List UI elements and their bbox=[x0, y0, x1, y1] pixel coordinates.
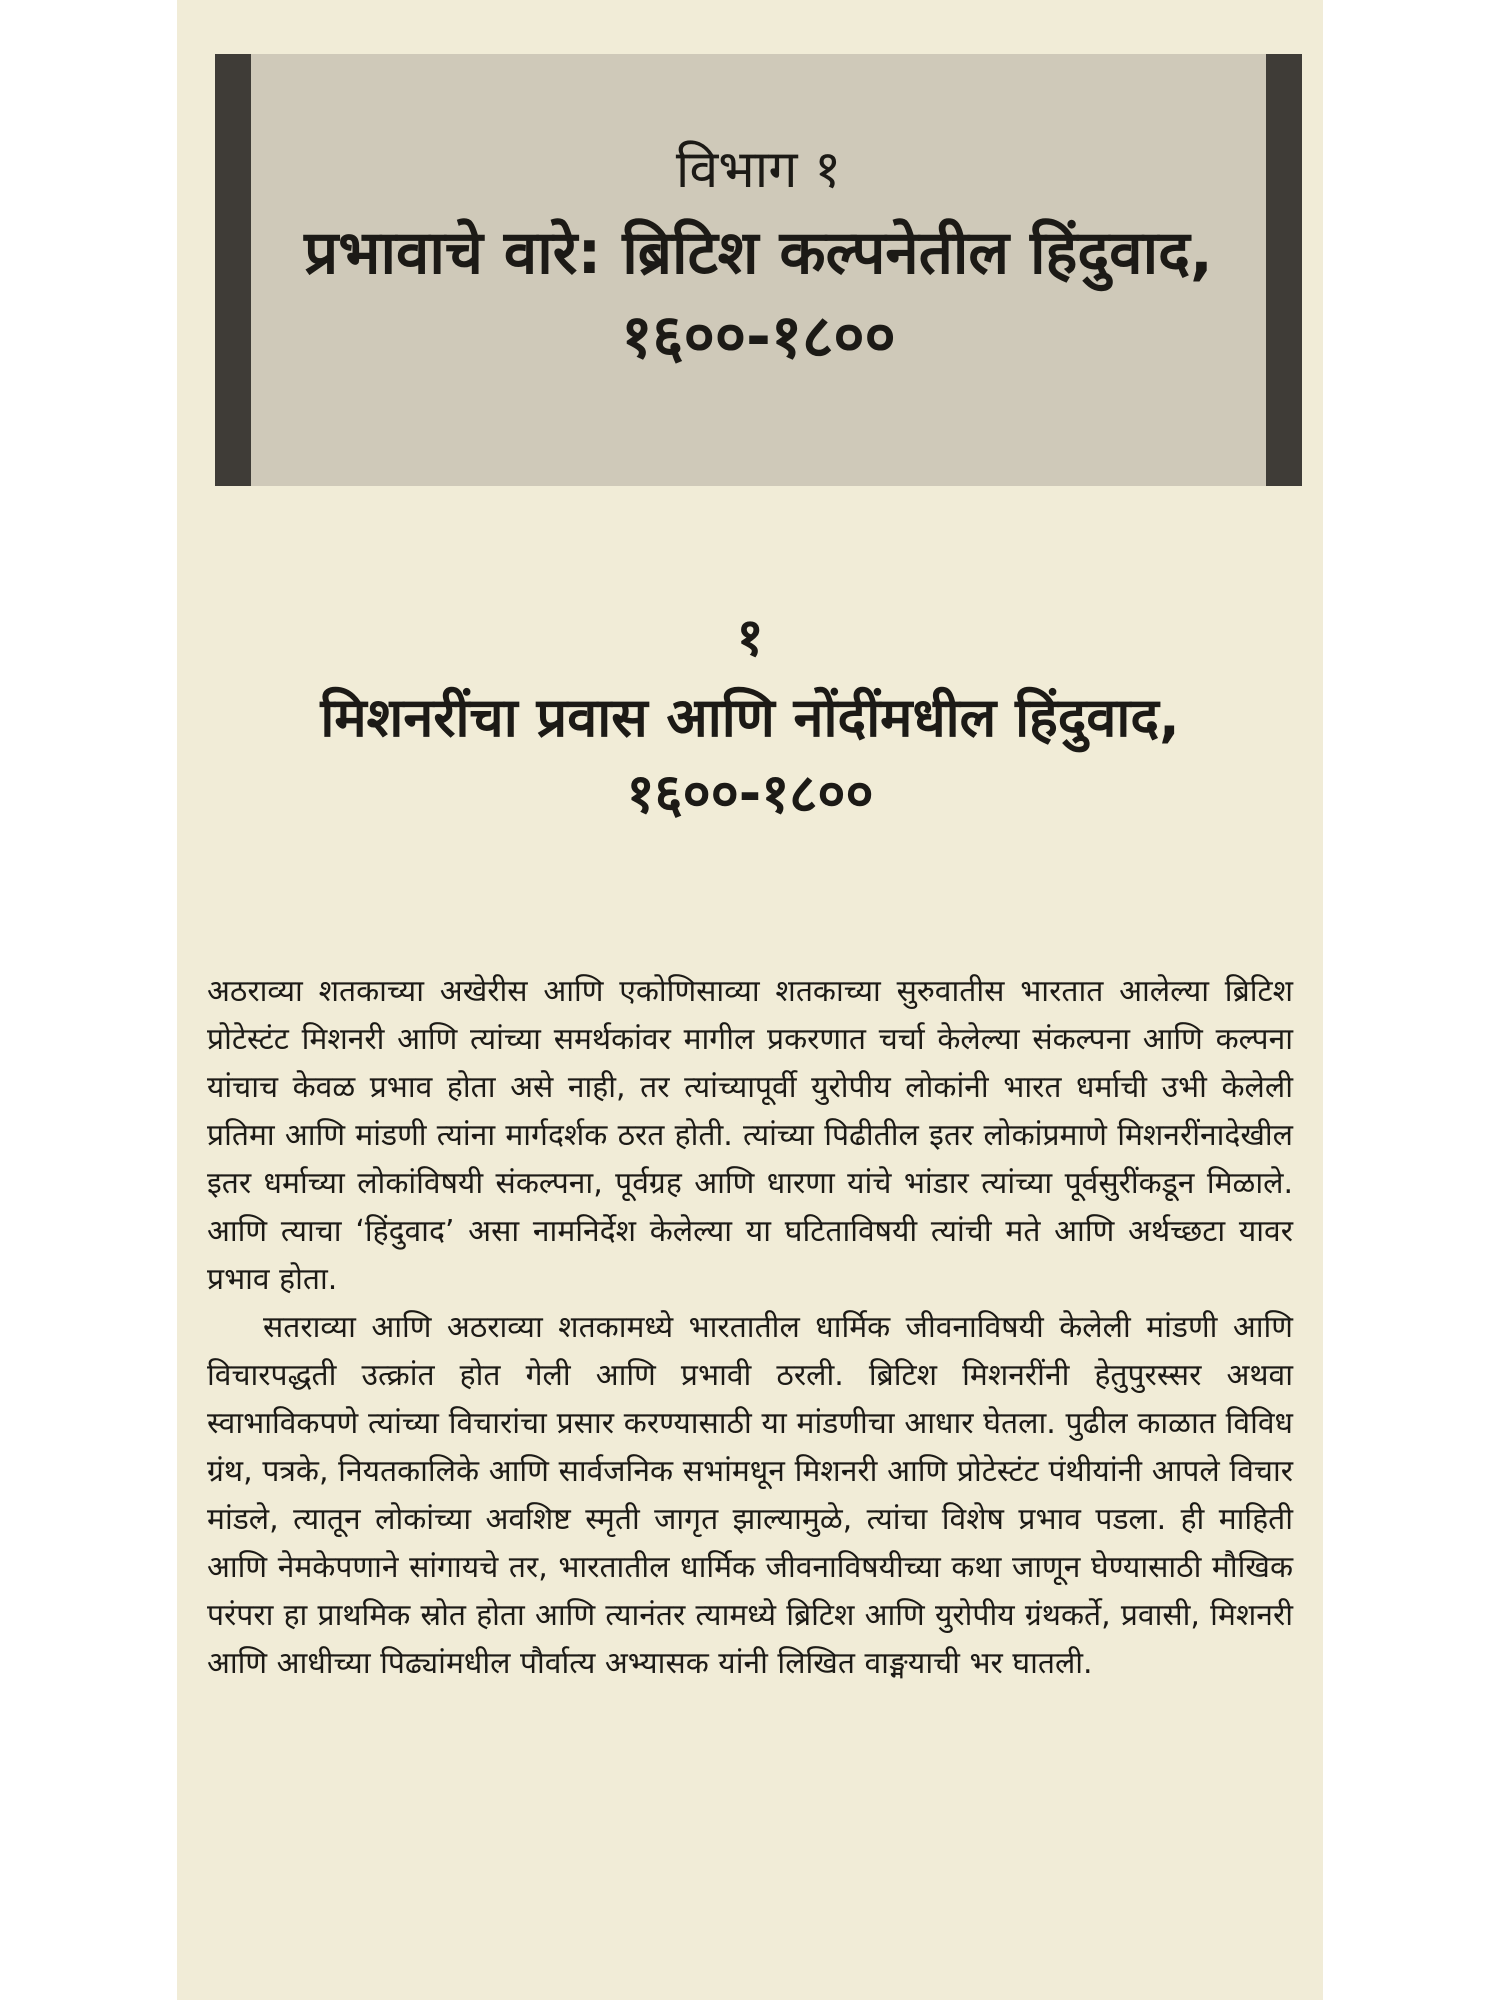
banner-left-bar bbox=[215, 54, 251, 486]
part-title: प्रभावाचे वारे: ब्रिटिश कल्पनेतील हिंदुवाद, १६००-१८०० bbox=[304, 218, 1213, 373]
part-label: विभाग १ bbox=[675, 140, 842, 200]
banner-text bbox=[275, 139, 1242, 379]
book-page bbox=[177, 0, 1323, 2000]
chapter-number: १ bbox=[736, 608, 764, 668]
paragraph: सतराव्या आणि अठराव्या शतकामध्ये भारतातील धार्मिक जीवनाविषयी केलेली मांडणी आणि विचारपद्धती उत्क्रांत होत गेली आणि प्रभावी ठरली. ब्रिटिश मिशनरींनी हेतुपुरस्सर अथवा स्वाभाविकपणे त्यांच्या विचारांचा प्रसार करण्यासाठी या मांडणीचा आधार घेतला. पुढील काळात विविध ग्रंथ, पत्रके, नियतकालिके आणि सार्वजनिक सभांमधून मिशनरी आणि प्रोटेस्टंट पंथीयांनी आपले विचार मांडले, त्यातून लोकांच्या अवशिष्ट स्मृती जागृत झाल्यामुळे, त्यांचा विशेष प्रभाव पडला. ही माहिती आणि नेमकेपणाने सांगायचे तर, भारतातील धार्मिक जीवनाविषयीच्या कथा जाणून घेण्यासाठी मौखिक परंपरा हा प्राथमिक स्रोत होता आणि त्यानंतर त्यामध्ये ब्रिटिश आणि युरोपीय ग्रंथकर्ते, प्रवासी, मिशनरी आणि आधीच्या पिढ्यांमधील पौर्वात्य अभ्यासक यांनी लिखित वाङ्मयाची भर घातली. bbox=[207, 1310, 1293, 1681]
body-text bbox=[207, 968, 1293, 1688]
banner-right-bar bbox=[1266, 54, 1302, 486]
chapter-title: मिशनरींचा प्रवास आणि नोंदींमधील हिंदुवाद, १६००-१८०० bbox=[320, 686, 1180, 825]
part-banner bbox=[215, 54, 1302, 486]
paragraph: अठराव्या शतकाच्या अखेरीस आणि एकोणिसाव्या शतकाच्या सुरुवातीस भारतात आलेल्या ब्रिटिश प्रोटेस्टंट मिशनरी आणि त्यांच्या समर्थकांवर मागील प्रकरणात चर्चा केलेल्या संकल्पना आणि कल्पना यांचाच केवळ प्रभाव होता असे नाही, तर त्यांच्यापूर्वी युरोपीय लोकांनी भारत धर्माची उभी केलेली प्रतिमा आणि मांडणी त्यांना मार्गदर्शक ठरत होती. त्यांच्या पिढीतील इतर लोकांप्रमाणे मिशनरींनादेखील इतर धर्माच्या लोकांविषयी संकल्पना, पूर्वग्रह आणि धारणा यांचे भांडार त्यांच्या पूर्वसुरींकडून मिळाले. आणि त्याचा ‘हिंदुवाद’ असा नामनिर्देश केलेल्या या घटिताविषयी त्यांची मते आणि अर्थच्छटा यावर प्रभाव होता. bbox=[207, 974, 1293, 1297]
